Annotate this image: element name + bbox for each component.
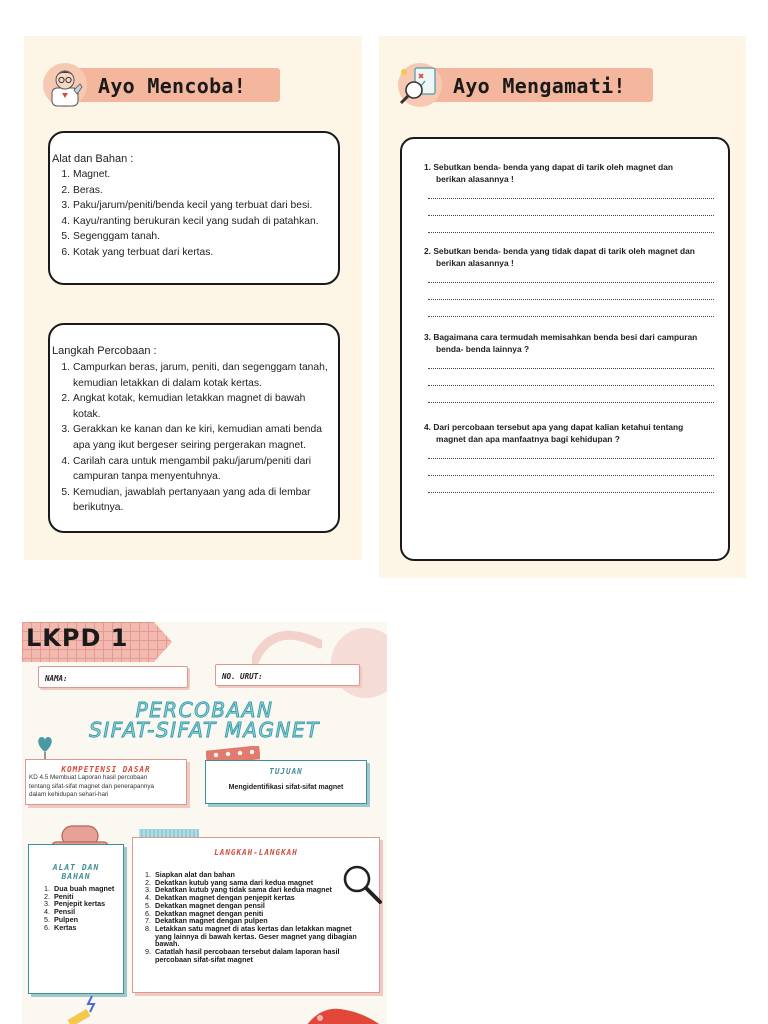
kompetensi-line: tentang sifat-sifat magnet dan penerapannya	[29, 782, 154, 790]
question-item	[424, 331, 720, 355]
list-number: 2.	[145, 877, 151, 887]
magnifier-checklist-icon	[395, 60, 445, 110]
list-text: Magnet.	[73, 169, 111, 180]
list-number: 4.	[44, 907, 50, 917]
lkpd-alat-list	[44, 885, 119, 931]
list-item	[58, 183, 332, 199]
tujuan-panel	[205, 760, 367, 804]
list-item	[145, 948, 367, 963]
list-text: Penjepit kertas	[54, 899, 106, 909]
list-item	[58, 214, 332, 230]
list-number: 1.	[44, 884, 50, 893]
list-text: Dekatkan magnet dengan pulpen	[155, 916, 268, 926]
list-text: Kemudian, jawablah pertanyaan yang ada di lembar berikutnya.	[73, 486, 311, 514]
kompetensi-line: KD 4.5 Membuat Laporan hasil percobaan	[29, 774, 148, 781]
question-line: Bagaimana cara termudah memisahkan benda besi dari campuran	[433, 332, 698, 342]
list-number: 9.	[145, 947, 151, 957]
list-number: 6.	[61, 246, 70, 258]
list-number: 4.	[61, 215, 70, 227]
list-item	[58, 485, 332, 516]
alat-bahan-panel	[28, 844, 124, 994]
magnet-decor-icon	[302, 1004, 382, 1024]
nama-label: NAMA:	[45, 674, 68, 683]
question-number: 4.	[424, 422, 431, 432]
list-text: Siapkan alat dan bahan	[155, 870, 235, 879]
list-number: 6.	[44, 922, 50, 932]
list-text: Catatlah hasil percobaan tersebut dalam laporan hasil percobaan sifat-sifat magnet	[155, 947, 340, 964]
list-number: 6.	[145, 908, 151, 918]
list-text: Campurkan beras, jarum, peniti, dan segenggam tanah, kemudian letakkan di dalam kotak kertas.	[73, 362, 328, 389]
pertanyaan-box	[400, 137, 730, 561]
list-text: Pulpen	[54, 914, 78, 924]
question-line: berikan alasannya !	[436, 258, 514, 268]
list-item	[145, 925, 367, 948]
decor-circle	[331, 628, 387, 698]
list-number: 7.	[145, 916, 151, 926]
list-text: Letakkan satu magnet di atas kertas dan letakkan magnet yang lainnya di bawah kertas. Geser magnet yang dibagian bawah.	[155, 923, 357, 949]
langkah-panel	[132, 837, 380, 993]
list-number: 1.	[61, 362, 70, 373]
answer-line[interactable]	[428, 198, 714, 199]
list-text: Dekatkan kutub yang sama dari kedua magnet	[155, 877, 314, 887]
question-item	[424, 161, 720, 185]
alat-bahan-box	[48, 131, 340, 285]
list-text: Dekatkan kutub yang tidak sama dari kedua magnet	[155, 885, 332, 895]
list-text: Peniti	[54, 891, 74, 901]
kompetensi-panel	[25, 759, 187, 805]
kompetensi-line: dalam kehidupan sehari-hari	[29, 791, 109, 799]
question-number: 3.	[424, 332, 431, 342]
question-line: benda- benda lainnya ?	[436, 344, 530, 354]
list-item	[58, 454, 332, 485]
list-text: Dekatkan magnet dengan pensil	[155, 900, 265, 910]
answer-line[interactable]	[428, 402, 714, 403]
ayo-mencoba-header	[40, 60, 340, 110]
answer-line[interactable]	[428, 492, 714, 493]
lkpd-langkah-list	[145, 871, 367, 963]
answer-line[interactable]	[428, 282, 714, 283]
langkah-percobaan-list	[58, 360, 332, 516]
kompetensi-title: KOMPETENSI DASAR	[61, 765, 151, 774]
lkpd-page	[22, 622, 387, 1024]
answer-line[interactable]	[428, 299, 714, 300]
list-number: 5.	[61, 231, 70, 243]
question-item	[424, 421, 720, 445]
alat-bahan-title-l1: ALAT DAN	[52, 863, 100, 872]
list-text: Pensil	[54, 907, 76, 917]
question-number: 1.	[424, 162, 431, 172]
list-text: Beras.	[73, 184, 103, 196]
decor-blob	[252, 626, 322, 666]
list-number: 5.	[145, 900, 151, 910]
list-text: Kotak yang terbuat dari kertas.	[73, 246, 214, 258]
question-line: Sebutkan benda- benda yang tidak dapat di tarik oleh magnet dan	[433, 246, 695, 256]
ayo-mencoba-card	[24, 36, 362, 560]
list-number: 3.	[61, 424, 70, 436]
alat-bahan-title-l2: BAHAN	[61, 872, 91, 881]
langkah-percobaan-title: Langkah Percobaan :	[52, 345, 157, 357]
list-text: Dua buah magnet	[54, 884, 115, 893]
list-item	[58, 198, 332, 214]
kompetensi-text	[29, 774, 187, 800]
list-text: Angkat kotak, kemudian letakkan magnet di bawah kotak.	[73, 393, 306, 420]
question-line: Sebutkan benda- benda yang dapat di tarik oleh magnet dan	[433, 162, 673, 172]
langkah-percobaan-box	[48, 323, 340, 533]
list-item	[58, 391, 332, 422]
question-line: berikan alasannya !	[436, 174, 514, 184]
list-item	[58, 229, 332, 245]
list-item	[44, 924, 119, 932]
tujuan-title: TUJUAN	[269, 767, 303, 776]
no-urut-label: NO. URUT:	[222, 672, 263, 681]
question-number: 2.	[424, 246, 431, 256]
answer-line[interactable]	[428, 385, 714, 386]
ayo-mengamati-title: Ayo Mengamati!	[453, 74, 626, 98]
list-item	[58, 360, 332, 391]
ayo-mencoba-title: Ayo Mencoba!	[98, 74, 247, 98]
pencil-decor-icon	[62, 994, 112, 1024]
alat-bahan-title: Alat dan Bahan :	[52, 153, 134, 165]
ayo-mengamati-card	[379, 36, 746, 578]
list-text: Segenggam tanah.	[73, 231, 161, 243]
list-number: 1.	[145, 870, 151, 879]
question-item	[424, 245, 720, 269]
list-number: 3.	[61, 200, 70, 212]
list-number: 3.	[44, 899, 50, 909]
answer-line[interactable]	[428, 316, 714, 317]
no-urut-field[interactable]	[215, 664, 360, 686]
question-line: Dari percobaan tersebut apa yang dapat kalian ketahui tentang	[433, 422, 684, 432]
question-line: magnet dan apa manfaatnya bagi kehidupan ?	[436, 434, 620, 444]
list-number: 2.	[44, 891, 50, 901]
tujuan-text: Mengidentifikasi sifat-sifat magnet	[228, 784, 344, 791]
langkah-title: LANGKAH-LANGKAH	[214, 848, 298, 857]
list-text: Dekatkan magnet dengan penjepit kertas	[155, 893, 295, 903]
list-item	[58, 422, 332, 453]
magnifier-icon	[340, 862, 384, 906]
list-text: Gerakkan ke kanan dan ke kiri, kemudian amati benda apa yang ikut bergeser seiring pergerakan magnet.	[73, 424, 322, 451]
list-text: Kayu/ranting berukuran kecil yang sudah di patahkan.	[73, 215, 319, 227]
list-text: Paku/jarum/peniti/benda kecil yang terbuat dari besi.	[73, 200, 313, 212]
list-number: 3.	[145, 885, 151, 895]
ayo-mengamati-header	[395, 60, 695, 110]
list-number: 5.	[61, 486, 70, 498]
list-number: 1.	[61, 169, 70, 180]
list-number: 5.	[44, 914, 50, 924]
lkpd-title: LKPD 1	[26, 624, 129, 652]
list-number: 2.	[61, 393, 70, 405]
answer-line[interactable]	[428, 458, 714, 459]
list-number: 2.	[61, 184, 70, 196]
list-text: Dekatkan magnet dengan peniti	[155, 908, 264, 918]
list-number: 4.	[61, 455, 70, 467]
answer-line[interactable]	[428, 215, 714, 216]
list-text: Carilah cara untuk mengambil paku/jarum/peniti dari campuran tanpa menyentuhnya.	[73, 455, 312, 483]
answer-line[interactable]	[428, 475, 714, 476]
alat-bahan-list	[58, 167, 332, 261]
percobaan-title: PERCOBAAN	[135, 698, 274, 722]
list-text: Kertas	[54, 922, 77, 932]
sifat-magnet-title: SIFAT-SIFAT MAGNET	[89, 718, 320, 742]
scientist-icon	[40, 60, 90, 110]
answer-line[interactable]	[428, 368, 714, 369]
list-item	[58, 167, 332, 183]
answer-line[interactable]	[428, 232, 714, 233]
list-number: 8.	[145, 923, 151, 933]
list-number: 4.	[145, 893, 151, 903]
list-item	[58, 245, 332, 261]
nama-field[interactable]	[38, 666, 188, 688]
